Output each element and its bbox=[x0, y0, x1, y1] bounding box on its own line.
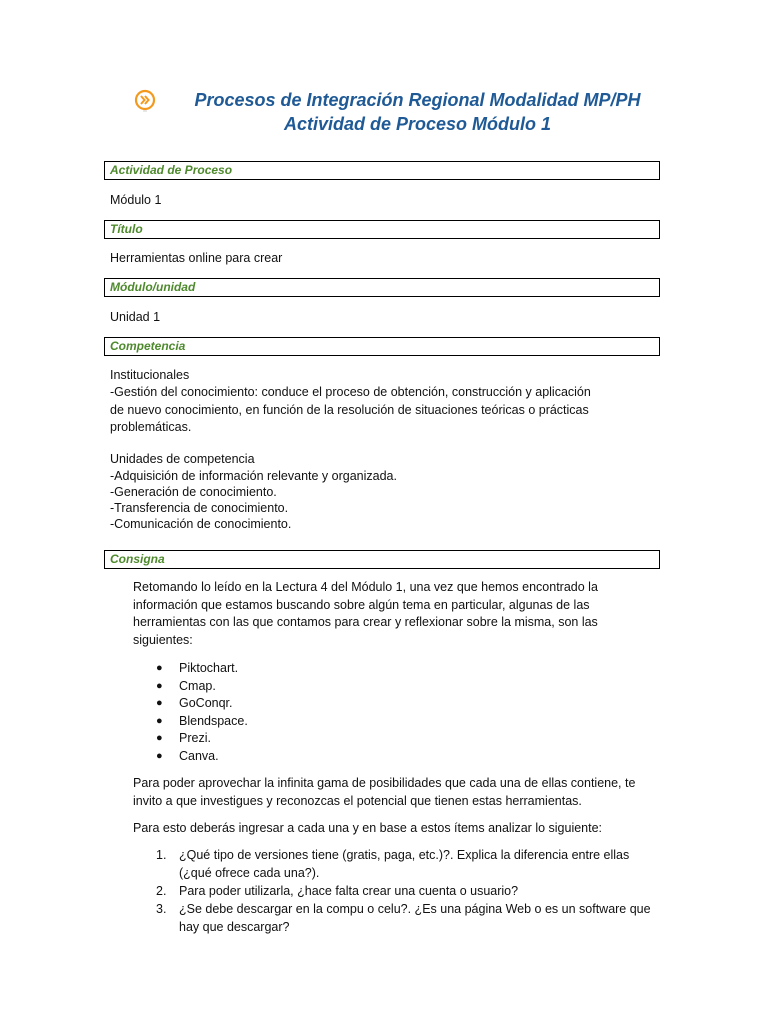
modulo-value: Unidad 1 bbox=[110, 310, 161, 324]
competencia-line: Institucionales bbox=[110, 368, 190, 382]
tool-item: Cmap. bbox=[179, 679, 216, 693]
tool-item: Canva. bbox=[179, 749, 219, 763]
bullet: ● bbox=[156, 662, 163, 674]
section-header-consigna: Consigna bbox=[104, 550, 660, 569]
bullet: ● bbox=[156, 697, 163, 709]
question-number: 3. bbox=[156, 902, 167, 916]
tool-item: Prezi. bbox=[179, 731, 211, 745]
question-number: 2. bbox=[156, 884, 167, 898]
competencia-line: -Generación de conocimiento. bbox=[110, 485, 277, 499]
question-number: 1. bbox=[156, 848, 167, 862]
document-title: Procesos de Integración Regional Modalidad MP/PH bbox=[194, 90, 641, 110]
bullet: ● bbox=[156, 680, 163, 692]
question-item: Para poder utilizarla, ¿hace falta crear una cuenta o usuario? bbox=[179, 884, 519, 898]
actividad-value: Módulo 1 bbox=[110, 193, 162, 207]
bullet: ● bbox=[156, 715, 163, 727]
question-item: ¿Se debe descargar en la compu o celu?. ¿Es una página Web o es un software que hay que descargar? bbox=[179, 902, 651, 934]
tool-item: Blendspace. bbox=[179, 714, 248, 728]
competencia-line: -Comunicación de conocimiento. bbox=[110, 517, 292, 531]
competencia-line: -Gestión del conocimiento: conduce el proceso de obtención, construcción y aplicación bbox=[110, 385, 591, 399]
competencia-line: Unidades de competencia bbox=[110, 452, 255, 466]
bullet: ● bbox=[156, 732, 163, 744]
section-header-competencia: Competencia bbox=[104, 337, 660, 356]
competencia-line: -Transferencia de conocimiento. bbox=[110, 501, 289, 515]
competencia-line: -Adquisición de información relevante y organizada. bbox=[110, 469, 397, 483]
consigna-paragraph: Para poder aprovechar la infinita gama de posibilidades que cada una de ellas contiene, te invito a que investigues y reconozcas el potencial que tienen estas herramientas. bbox=[133, 776, 636, 808]
document-subtitle: Actividad de Proceso Módulo 1 bbox=[283, 114, 552, 134]
consigna-paragraph: Para esto deberás ingresar a cada una y en base a estos ítems analizar lo siguiente: bbox=[133, 821, 603, 835]
titulo-value: Herramientas online para crear bbox=[110, 251, 283, 265]
competencia-line: problemáticas. bbox=[110, 420, 192, 434]
tool-item: GoConqr. bbox=[179, 696, 233, 710]
section-header-modulo: Módulo/unidad bbox=[104, 278, 660, 297]
section-header-titulo: Título bbox=[104, 220, 660, 239]
section-header-actividad: Actividad de Proceso bbox=[104, 161, 660, 180]
competencia-line: de nuevo conocimiento, en función de la resolución de situaciones teóricas o prácticas bbox=[110, 403, 589, 417]
question-item: ¿Qué tipo de versiones tiene (gratis, paga, etc.)?. Explica la diferencia entre ellas (¿qué ofrece cada una?). bbox=[179, 848, 630, 880]
bullet: ● bbox=[156, 750, 163, 762]
consigna-intro: Retomando lo leído en la Lectura 4 del Módulo 1, una vez que hemos encontrado la información que estamos buscando sobre algún tema en particular, algunas de las herramientas con las que contamos para crear y reflexionar sobre la misma, son las siguientes: bbox=[133, 580, 598, 647]
tool-item: Piktochart. bbox=[179, 661, 239, 675]
